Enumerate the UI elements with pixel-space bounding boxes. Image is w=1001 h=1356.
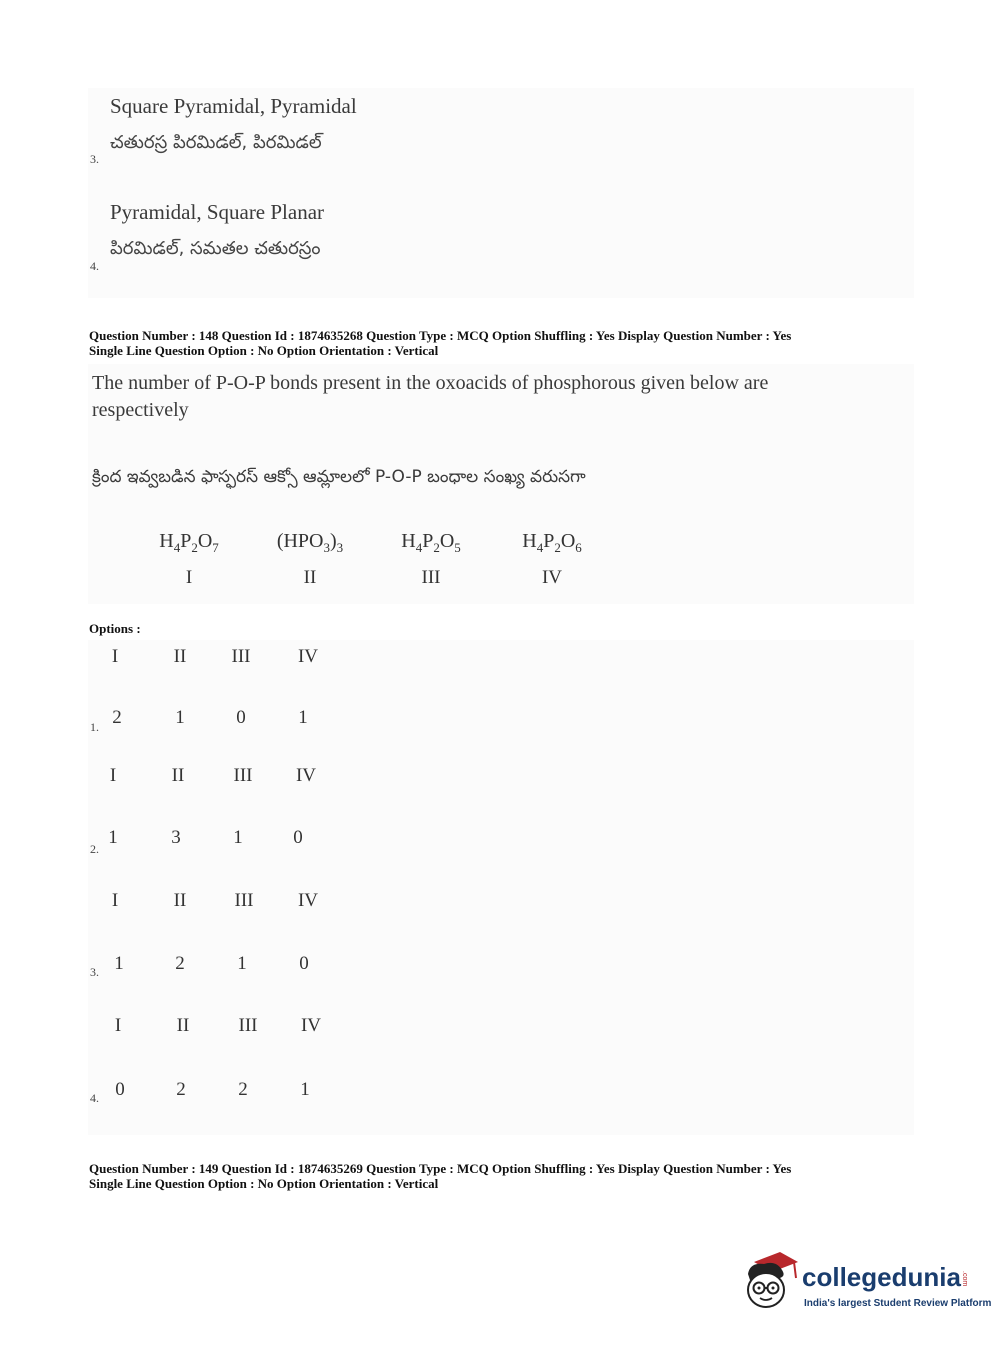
option-2-number: 2. [90, 842, 99, 856]
q148-question-en-line1: The number of P-O-P bonds present in the oxoacids of phosphorous given below are [92, 372, 769, 394]
logo-name: collegedunia [802, 1262, 961, 1292]
compound-4-roman: IV [541, 567, 563, 588]
compound-4-formula: $H_4P_2O_6$ [522, 530, 582, 555]
option-3-value-4: 0 [299, 953, 309, 974]
option-3-number: 3. [90, 965, 99, 979]
option-1-header-3: III [231, 646, 251, 667]
option-4-header-1: I [114, 1015, 122, 1036]
option-2[interactable] [88, 760, 388, 872]
prev-option-4-number: 4. [90, 259, 99, 273]
option-1-header-1: I [111, 646, 119, 667]
option-3-header-4: IV [297, 890, 319, 911]
option-3-header-2: II [173, 890, 187, 911]
option-4-header-2: II [176, 1015, 190, 1036]
compound-1-formula: $H_4P_2O_7$ [159, 530, 219, 555]
option-1-header-4: IV [297, 646, 319, 667]
q149-meta-line2: Single Line Question Option : No Option Orientation : Vertical [89, 1176, 439, 1191]
option-3-value-2: 2 [175, 953, 185, 974]
option-1-value-4: 1 [298, 707, 308, 728]
prev-option-3-te: చతురస్ర పిరమిడల్, పిరమిడల్ [110, 132, 322, 153]
option-2-value-3: 1 [233, 827, 243, 848]
option-4-value-3: 2 [238, 1079, 248, 1100]
option-4-value-2: 2 [176, 1079, 186, 1100]
option-4-value-4: 1 [300, 1079, 310, 1100]
logo-suffix: .com [960, 1270, 968, 1286]
option-4-value-1: 0 [115, 1079, 125, 1100]
compound-2-formula: $(HPO_3)_3$ [276, 530, 344, 555]
option-2-header-3: III [233, 765, 253, 786]
option-4-number: 4. [90, 1091, 99, 1105]
option-2-header-1: I [109, 765, 117, 786]
compound-3-formula: $H_4P_2O_5$ [401, 530, 461, 555]
option-4-header-4: IV [300, 1015, 322, 1036]
collegedunia-logo [740, 1248, 992, 1320]
q148-question-en-line2: respectively [92, 399, 189, 421]
compound-1-roman: I [185, 567, 193, 588]
prev-option-4-en: Pyramidal, Square Planar [110, 200, 325, 224]
options-label: Options : [89, 621, 141, 636]
compound-3-roman: III [421, 567, 441, 588]
prev-option-3-number: 3. [90, 152, 99, 166]
prev-option-4-te: పిరమిడల్, సమతల చతురస్రం [110, 238, 321, 259]
option-1[interactable] [88, 640, 388, 752]
q148-question-te: క్రింద ఇవ్వబడిన ఫాస్ఫరస్ ఆక్సో ఆమ్లాలలో P-O-P బంధాల సంఖ్య వరుసగా [92, 467, 586, 487]
option-3[interactable] [88, 885, 388, 997]
q148-meta-line2: Single Line Question Option : No Option Orientation : Vertical [89, 343, 439, 358]
option-2-header-2: II [171, 765, 185, 786]
mascot-icon [740, 1248, 800, 1314]
option-3-header-3: III [234, 890, 254, 911]
logo-wordmark [802, 1262, 968, 1293]
option-4[interactable] [88, 1010, 388, 1125]
logo-tagline: India's largest Student Review Platform [804, 1298, 992, 1309]
compound-2-roman: II [303, 567, 317, 588]
prev-options-panel [88, 88, 914, 298]
option-4-header-3: III [238, 1015, 258, 1036]
option-1-header-2: II [173, 646, 187, 667]
option-1-number: 1. [90, 720, 99, 734]
q149-meta-line1: Question Number : 149 Question Id : 1874635269 Question Type : MCQ Option Shuffling : Yes Display Question Number : Yes [89, 1161, 792, 1176]
option-2-value-4: 0 [293, 827, 303, 848]
option-3-value-1: 1 [114, 953, 124, 974]
option-3-header-1: I [111, 890, 119, 911]
option-2-value-1: 1 [108, 827, 118, 848]
prev-option-3-en: Square Pyramidal, Pyramidal [110, 94, 357, 118]
option-2-value-2: 3 [171, 827, 181, 848]
option-1-value-2: 1 [175, 707, 185, 728]
q148-meta-line1: Question Number : 148 Question Id : 1874635268 Question Type : MCQ Option Shuffling : Yes Display Question Number : Yes [89, 328, 792, 343]
option-3-value-3: 1 [237, 953, 247, 974]
option-1-value-1: 2 [112, 707, 122, 728]
option-2-header-4: IV [295, 765, 317, 786]
option-1-value-3: 0 [236, 707, 246, 728]
